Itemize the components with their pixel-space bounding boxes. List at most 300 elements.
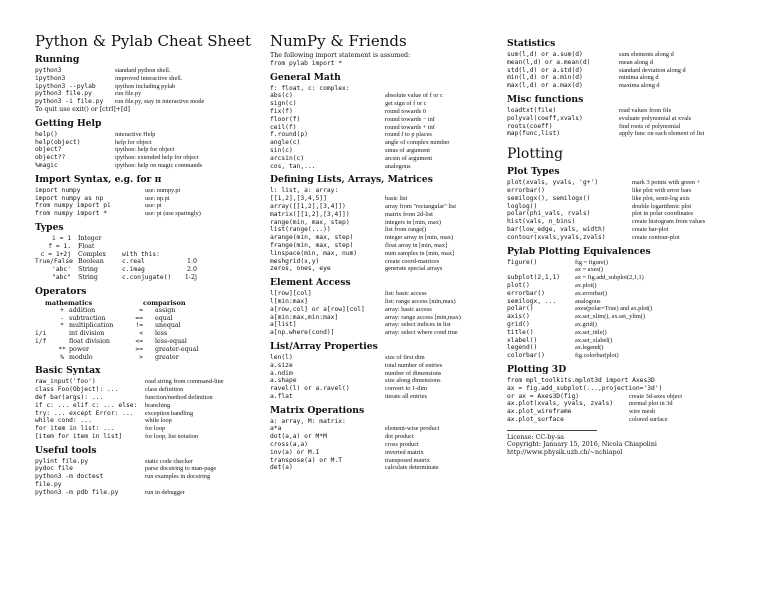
table-row	[507, 313, 742, 321]
description-cell: mean along d	[619, 58, 653, 66]
types-cell: with this:	[122, 250, 160, 258]
table-row	[507, 290, 742, 298]
code-cell: object?	[35, 146, 62, 154]
code-cell: polar()	[507, 305, 534, 313]
section-heading: Import Syntax, e.g. for π	[35, 173, 162, 185]
description-cell: iterate all entries	[385, 392, 427, 400]
operators-cell: addition	[69, 306, 96, 314]
operators-cell	[35, 315, 55, 323]
description-cell: ax.set_xlabel()	[575, 336, 613, 344]
operators-cell: <	[139, 330, 143, 338]
types-row	[35, 235, 260, 243]
table-row	[507, 67, 742, 75]
code-cell: sign(c)	[270, 100, 297, 108]
code-cell: while cond: ...	[35, 417, 92, 425]
code-cell: a.shape	[270, 377, 297, 385]
description-cell: maxima along d	[619, 82, 660, 90]
operators-row	[35, 346, 260, 354]
description-cell: element-wise product	[385, 425, 440, 433]
code-cell: f: float, c: complex:	[270, 84, 350, 92]
table-row	[507, 195, 742, 203]
code-cell: floor(f)	[270, 115, 301, 123]
operators-cell: i/i	[35, 330, 47, 338]
table-row	[270, 377, 495, 385]
description-cell: size along dimensions	[385, 377, 441, 385]
types-row	[35, 266, 260, 274]
table-row	[270, 211, 495, 219]
description-cell: use: np.pi	[145, 194, 170, 202]
code-cell: errorbar()	[507, 186, 545, 194]
types-cell: f = 1.	[48, 242, 71, 250]
table-row	[270, 425, 495, 433]
code-cell: class Foo(Object): ...	[35, 386, 119, 394]
code-cell: axis()	[507, 313, 530, 321]
code-cell: abs(c)	[270, 92, 293, 100]
code-cell: meshgrid(x,y)	[270, 257, 320, 265]
code-cell: transpose(a) or M.T	[270, 456, 343, 464]
operators-cell: modulo	[69, 353, 93, 361]
description-cell: use: pi (use sparingly)	[145, 210, 201, 218]
table-row	[270, 265, 495, 273]
description-cell: array from "rectangular" list	[385, 202, 457, 210]
code-cell: zeros, ones, eye	[270, 265, 331, 273]
description-cell: for loop, list notation	[145, 432, 199, 440]
description-cell: ax.legend()	[575, 344, 604, 352]
description-cell: normal plot in 3d	[629, 400, 673, 408]
code-cell: range(min, max, step)	[270, 218, 350, 226]
types-cell: String	[78, 266, 98, 274]
operators-cell: %	[60, 353, 64, 361]
table-row	[35, 146, 260, 154]
table-row	[270, 108, 495, 116]
table-row	[507, 344, 742, 352]
types-row	[35, 243, 260, 251]
code-cell: array([[1,2],[3,4]])	[270, 202, 346, 210]
code-cell: list(range(...))	[270, 226, 331, 234]
table-row	[35, 195, 260, 203]
table-row	[507, 385, 742, 393]
table-row	[270, 362, 495, 370]
table-row	[270, 449, 495, 457]
code-cell: grid()	[507, 320, 530, 328]
description-cell: like plot with error bars	[632, 186, 692, 194]
table-row	[507, 337, 742, 345]
code-cell: python3 file.py	[35, 90, 92, 98]
description-cell: ax = fig.add_subplot(2,1,1)	[575, 274, 644, 282]
code-cell: python3 -m pdb file.py	[35, 488, 119, 496]
operators-header	[35, 299, 260, 307]
code-cell: def bar(args): ...	[35, 393, 104, 401]
table-row	[270, 464, 495, 472]
code-cell: raw_input('foo')	[35, 378, 96, 386]
code-cell: [item for item in list]	[35, 432, 123, 440]
table-row	[35, 202, 260, 210]
table-row	[35, 394, 260, 402]
table-row	[270, 250, 495, 258]
table-row	[507, 416, 742, 424]
table-row	[270, 163, 495, 171]
types-cell: 1.0	[186, 258, 197, 266]
code-cell: semilogx(), semilogx()	[507, 194, 591, 202]
code-cell: hist(vals, n_bins)	[507, 218, 576, 226]
types-row	[35, 258, 260, 266]
operators-cell: subtraction	[69, 314, 106, 322]
operators-row	[35, 307, 260, 315]
description-cell: create 3d-axes object	[629, 392, 683, 400]
section-heading: Useful tools	[35, 444, 97, 456]
code-cell: fix(f)	[270, 107, 293, 115]
description-cell: convert to 1-dim	[385, 385, 427, 393]
description-cell: read string from command-line	[145, 378, 224, 386]
table-row	[35, 386, 260, 394]
description-cell: array: range access [min,max)	[385, 313, 461, 321]
description-cell: standard python shell.	[115, 67, 171, 74]
description-cell: double logarithmic plot	[632, 202, 692, 210]
description-cell: class definition	[145, 386, 184, 394]
table-row	[270, 290, 495, 298]
operators-cell: !=	[135, 322, 143, 330]
description-cell: run examples in docstring	[145, 473, 211, 481]
table-row	[270, 131, 495, 139]
table-row	[35, 410, 260, 418]
table-row	[507, 226, 742, 234]
description-cell: minima along d	[619, 74, 659, 82]
code-cell: xlabel()	[507, 336, 538, 344]
code-cell: linspace(min, max, num)	[270, 249, 358, 257]
code-cell: ax.plot_surface	[507, 415, 564, 423]
description-cell: round towards 0	[385, 107, 426, 115]
code-cell: title()	[507, 328, 534, 336]
description-cell: calculate determinate	[385, 464, 439, 472]
code-cell: loadtxt(file)	[507, 106, 557, 114]
table-row	[35, 139, 260, 147]
table-row	[270, 306, 495, 314]
table-row	[507, 82, 742, 90]
code-cell: python3 -i file.py	[35, 98, 104, 106]
description-cell: matrix from 2d-list	[385, 210, 433, 218]
table-row	[270, 314, 495, 322]
table-row	[35, 90, 260, 98]
table-row	[507, 51, 742, 59]
table-row	[507, 298, 742, 306]
operators-cell: float division	[69, 337, 110, 345]
table-row	[507, 123, 742, 131]
description-cell: run file.py, stay in interactive mode	[115, 98, 205, 106]
table-row	[270, 139, 495, 147]
code-cell: for item in list: ...	[35, 425, 115, 433]
section-heading: Types	[35, 221, 64, 233]
table-row	[507, 187, 742, 195]
table-row	[270, 155, 495, 163]
table-row	[507, 352, 742, 360]
operators-cell: greater-equal	[155, 345, 199, 353]
description-cell: ipython: help for object	[115, 146, 175, 154]
types-cell: i = 1	[52, 234, 71, 242]
code-cell: from mpl_toolkits.mplot3d import Axes3D	[507, 376, 655, 384]
operators-cell: int division	[69, 330, 105, 338]
code-cell: import numpy	[35, 186, 81, 194]
description-cell: standard deviation along d	[619, 66, 686, 74]
code-cell: try: ... except Error: ...	[35, 409, 134, 417]
description-cell: array: select where cond true	[385, 329, 458, 337]
description-cell: run in debugger	[145, 488, 185, 496]
code-cell: python3 -m doctest	[35, 473, 104, 481]
table-row	[270, 116, 495, 124]
table-row	[270, 354, 495, 362]
code-cell: plot()	[507, 281, 530, 289]
table-row	[35, 75, 260, 83]
section-heading: Plot Types	[507, 166, 560, 178]
types-cell: c.conjugate()	[122, 273, 172, 281]
table-row	[507, 74, 742, 82]
code-cell: len(l)	[270, 353, 293, 361]
code-cell: a[min:max,min:max]	[270, 313, 339, 321]
description-cell: round f to p places	[385, 131, 432, 139]
description-cell: mark 3 points with green +	[632, 179, 701, 187]
description-cell: create coord-matrices	[385, 257, 440, 265]
table-row	[35, 417, 260, 425]
table-row	[35, 131, 260, 139]
types-cell: Complex	[78, 250, 106, 258]
table-row	[270, 242, 495, 250]
table-row	[270, 329, 495, 337]
description-cell: analogous	[575, 297, 601, 305]
types-cell	[177, 251, 197, 259]
description-cell: while loop	[145, 417, 172, 425]
operators-cell: >=	[135, 345, 143, 353]
description-cell: size of first dim	[385, 353, 425, 361]
code-cell: contour(xvals,yvals,zvals)	[507, 233, 606, 241]
code-cell: det(a)	[270, 464, 293, 472]
operators-math-header: mathematics	[45, 298, 93, 307]
code-cell: cos, tan,...	[270, 162, 316, 170]
description-cell: apply func on each element of list	[619, 130, 705, 138]
code-cell: arange(min, max, step)	[270, 234, 354, 242]
description-cell: number of dimensions	[385, 369, 442, 377]
description-cell: run file.py	[115, 90, 142, 98]
code-cell: a[list]	[270, 321, 297, 329]
code-cell: cross(a,a)	[270, 441, 308, 449]
operators-cell: less-equal	[155, 337, 187, 345]
table-row	[35, 210, 260, 218]
table-row	[35, 465, 260, 473]
description-cell: use: pi	[145, 202, 162, 210]
description-cell: for loop	[145, 425, 166, 433]
code-cell: figure()	[507, 258, 538, 266]
code-cell: l[row][col]	[270, 290, 312, 298]
table-row	[270, 100, 495, 108]
types-cell: Integer	[78, 234, 102, 242]
description-cell: list: basic access	[385, 290, 427, 298]
operators-cell: <=	[135, 337, 143, 345]
code-cell: angle(c)	[270, 139, 301, 147]
table-row	[507, 266, 742, 274]
description-cell: read values from file	[619, 106, 672, 114]
code-cell: a[np.where(cond)]	[270, 329, 335, 337]
code-cell: help()	[35, 130, 58, 138]
code-cell: arcsin(c)	[270, 154, 305, 162]
table-row	[35, 98, 260, 106]
table-row	[270, 226, 495, 234]
description-cell: list: range access [min,max)	[385, 297, 456, 305]
table-row	[35, 83, 260, 91]
code-cell: object??	[35, 154, 66, 162]
section-heading: Matrix Operations	[270, 404, 365, 416]
description-cell: analogous	[385, 162, 411, 170]
col1-sections	[35, 54, 260, 497]
types-cell: 1-2j	[184, 273, 197, 281]
code-cell: pylint file.py	[35, 457, 89, 465]
table-row	[507, 393, 742, 401]
description-cell: basic list	[385, 195, 408, 203]
section-heading: Pylab Plotting Equivalences	[507, 245, 651, 257]
table-row	[270, 92, 495, 100]
code-cell: min(l,d) or a.min(d)	[507, 74, 583, 82]
description-cell: colored surface	[629, 415, 668, 423]
operators-cell: >	[139, 353, 143, 361]
description-cell: num samples in [min, max]	[385, 249, 455, 257]
description-cell: interactive Help	[115, 130, 156, 138]
table-row	[270, 393, 495, 401]
description-cell: float array in [min, max]	[385, 241, 448, 249]
table-row	[35, 67, 260, 75]
table-row	[270, 203, 495, 211]
table-row	[35, 378, 260, 386]
description-cell: ax.plot()	[575, 281, 597, 289]
table-row	[507, 408, 742, 416]
description-cell: round towards − inf	[385, 115, 435, 123]
section-heading: Running	[35, 54, 80, 65]
code-cell: matrix([[1,2],[3,4]])	[270, 210, 350, 218]
types-cell	[122, 243, 177, 251]
table-row	[507, 259, 742, 267]
table-row	[507, 179, 742, 187]
types-row	[35, 274, 260, 282]
table-row	[507, 274, 742, 282]
table-row	[270, 219, 495, 227]
operators-cell: -	[60, 314, 64, 322]
table-row	[35, 425, 260, 433]
description-cell: branching	[145, 401, 171, 409]
table-row	[270, 370, 495, 378]
section-heading: Statistics	[507, 38, 556, 49]
description-cell: ipython: help on magic commands	[115, 161, 203, 169]
table-row	[507, 203, 742, 211]
description-cell: inverted matrix	[385, 448, 424, 456]
types-cell: True/False	[35, 258, 73, 266]
code-cell: subplot(2,1,1)	[507, 274, 561, 282]
license-text: License: CC-by-sa	[507, 433, 565, 441]
column-stats-plotting	[507, 0, 742, 457]
description-cell: total number of entries	[385, 361, 443, 369]
types-cell: c = 1+2j	[40, 250, 71, 258]
description-cell: help for object	[115, 138, 152, 146]
types-cell: Boolean	[78, 258, 104, 266]
code-cell: errorbar()	[507, 289, 545, 297]
table-row	[270, 234, 495, 242]
intro-code: from pylab import *	[270, 59, 343, 67]
numpy-title: NumPy & Friends	[270, 32, 407, 50]
operators-comparison-header: comparison	[143, 298, 186, 307]
types-cell: "abc"	[52, 273, 71, 281]
types-row	[35, 251, 260, 259]
section-heading: Getting Help	[35, 117, 102, 129]
column-numpy	[270, 0, 495, 472]
description-cell: ax.set_xlim(), ax.set_ylim()	[575, 313, 645, 321]
description-cell: axes(polar=True) and ax.plot()	[575, 305, 653, 313]
description-cell: cross product	[385, 441, 419, 449]
description-cell: absolute value of f or c	[385, 92, 443, 100]
operators-cell: power	[69, 345, 89, 353]
table-row	[270, 187, 495, 195]
code-cell: [[1,2],[3,4,5]]	[270, 195, 327, 203]
description-cell: integers in [min, max)	[385, 218, 441, 226]
operators-cell: **	[58, 345, 66, 353]
code-cell: mean(l,d) or a.mean(d)	[507, 58, 591, 66]
types-cell: 2.0	[186, 266, 197, 274]
code-cell: semilogx, ...	[507, 297, 557, 305]
description-cell: function/method definition	[145, 393, 213, 401]
description-cell: ipython: extended help for object	[115, 154, 199, 162]
section-heading: Operators	[35, 285, 87, 297]
code-cell: ax.plot_wireframe	[507, 408, 572, 416]
operators-cell: unequal	[155, 322, 181, 330]
description-cell: ax.set_title()	[575, 328, 607, 336]
table-row	[270, 195, 495, 203]
code-cell	[507, 266, 575, 274]
code-cell: std(l,d) or a.std(d)	[507, 66, 583, 74]
section-heading: Basic Syntax	[35, 365, 101, 377]
description-cell: evaluate polynomial at xvals	[619, 114, 692, 122]
page-title: Python & Pylab Cheat Sheet	[35, 32, 251, 50]
operators-cell: =	[139, 306, 143, 314]
code-cell: from numpy import pi	[35, 202, 111, 210]
types-cell: c.imag	[122, 266, 145, 274]
code-cell: map(func,list)	[507, 130, 561, 138]
description-cell: angle of complex number	[385, 139, 450, 147]
types-cell: c.real	[122, 258, 145, 266]
table-row	[507, 210, 742, 218]
description-cell: array: basic access	[385, 305, 432, 313]
code-cell: bar(low_edge, vals, width)	[507, 225, 606, 233]
operators-cell: assign	[155, 306, 176, 314]
operators-cell: ==	[135, 314, 143, 322]
section-heading-large: Plotting	[507, 146, 564, 163]
code-cell: a.flat	[270, 392, 293, 400]
table-row	[35, 473, 260, 481]
quit-note: To quit use exit() or [ctrl]+[d]	[35, 105, 130, 113]
code-cell: roots(coeff)	[507, 122, 553, 130]
code-cell: a: array, M: matrix:	[270, 417, 346, 425]
description-cell: list from range()	[385, 226, 427, 234]
description-cell: transposed matrix	[385, 456, 430, 464]
description-cell: parse docstring to man-page	[145, 465, 217, 473]
types-cell: String	[78, 273, 98, 281]
code-cell: ipython3	[35, 74, 66, 82]
table-row	[35, 489, 260, 497]
operators-cell: multiplication	[69, 322, 114, 330]
operators-cell	[35, 354, 55, 362]
code-cell: ceil(f)	[270, 123, 297, 131]
code-cell: loglog()	[507, 202, 538, 210]
operators-cell: +	[60, 306, 64, 314]
code-cell: import numpy as np	[35, 194, 104, 202]
description-cell: create contour-plot	[632, 233, 680, 241]
operators-row	[35, 338, 260, 346]
table-row	[507, 377, 742, 385]
table-row	[35, 187, 260, 195]
table-row	[35, 162, 260, 170]
